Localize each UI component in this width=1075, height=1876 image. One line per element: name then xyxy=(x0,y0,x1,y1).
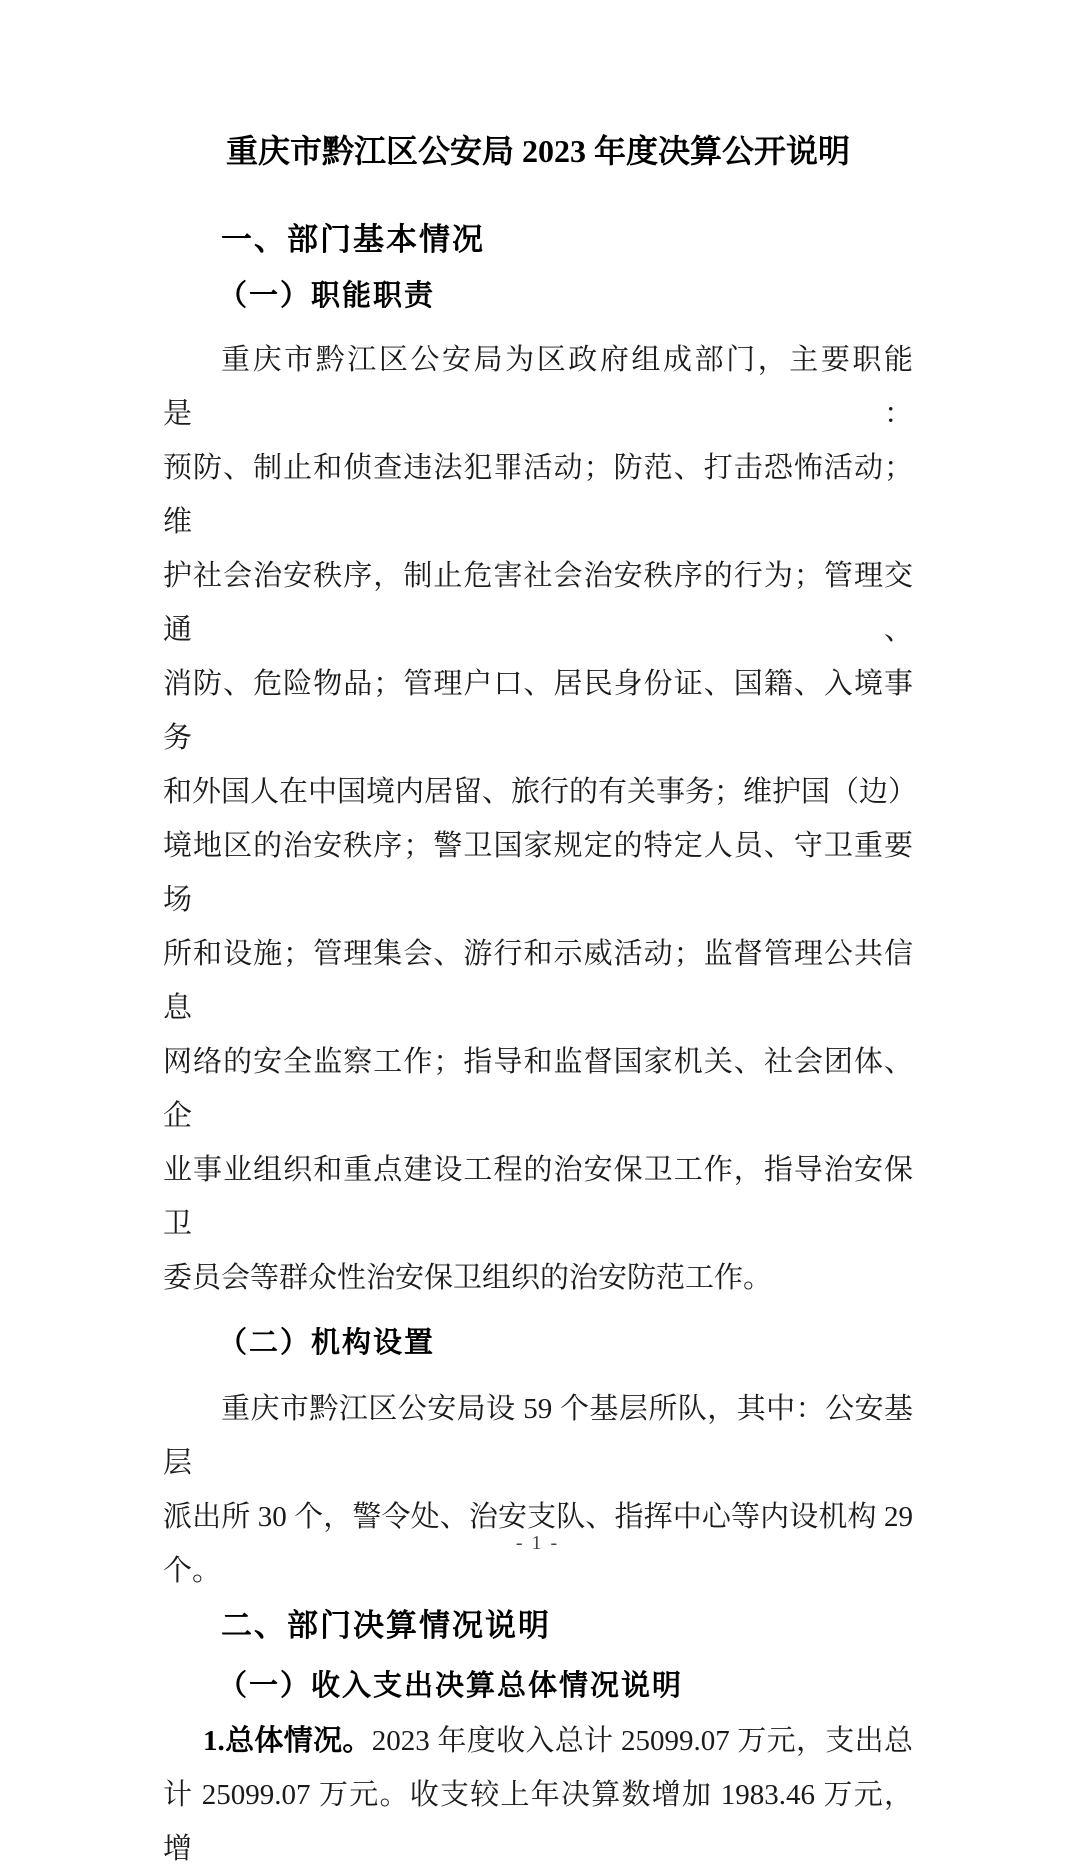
text-line: 预防、制止和侦查违法犯罪活动；防范、打击恐怖活动；维 xyxy=(163,452,913,538)
text-line: 计 25099.07 万元。收支较上年决算数增加 1983.46 万元，增 xyxy=(163,1779,913,1865)
text-line: 重庆市黔江区公安局为区政府组成部门，主要职能是： xyxy=(163,344,913,430)
inline-bold-lead: 1.总体情况。 xyxy=(203,1725,372,1757)
subheading-revenue-expenditure-overall: （一）收入支出决算总体情况说明 xyxy=(218,1670,684,1702)
inline-text: 2023 年度收入总计 25099.07 万元，支出总 xyxy=(371,1725,913,1757)
text-line: 重庆市黔江区公安局设 59 个基层所队，其中：公安基层 xyxy=(163,1393,913,1479)
text-line: 委员会等群众性治安保卫组织的治安防范工作。 xyxy=(163,1262,773,1294)
paragraph-functions xyxy=(163,333,918,1305)
text-line: 所和设施；管理集会、游行和示威活动；监督管理公共信息 xyxy=(163,938,913,1024)
text-line: 境地区的治安秩序；警卫国家规定的特定人员、守卫重要场 xyxy=(163,830,913,916)
paragraph-overall-situation xyxy=(163,1714,913,1876)
heading-final-accounts-statement: 二、部门决算情况说明 xyxy=(221,1608,551,1643)
heading-department-basic-info: 一、部门基本情况 xyxy=(221,222,485,257)
page-title: 重庆市黔江区公安局 2023 年度决算公开说明 xyxy=(225,133,850,169)
paragraph-organization xyxy=(163,1382,913,1598)
text-line: 个。 xyxy=(163,1555,222,1587)
text-line xyxy=(163,1714,913,1768)
text-line: 派出所 30 个，警令处、治安支队、指挥中心等内设机构 29 xyxy=(163,1501,913,1533)
subheading-functions-duties: （一）职能职责 xyxy=(218,280,436,312)
text-line: 和外国人在中国境内居留、旅行的有关事务；维护国（边） xyxy=(163,776,918,808)
page-number: - 1 - xyxy=(515,1532,560,1554)
text-line: 消防、危险物品；管理户口、居民身份证、国籍、入境事务 xyxy=(163,668,913,754)
text-line: 业事业组织和重点建设工程的治安保卫工作，指导治安保卫 xyxy=(163,1154,913,1240)
document-page xyxy=(0,131,1075,1865)
text-line: 网络的安全监察工作；指导和监督国家机关、社会团体、企 xyxy=(163,1046,913,1132)
subheading-organization-setup: （二）机构设置 xyxy=(218,1327,436,1359)
text-line: 护社会治安秩序，制止危害社会治安秩序的行为；管理交通、 xyxy=(163,560,913,646)
